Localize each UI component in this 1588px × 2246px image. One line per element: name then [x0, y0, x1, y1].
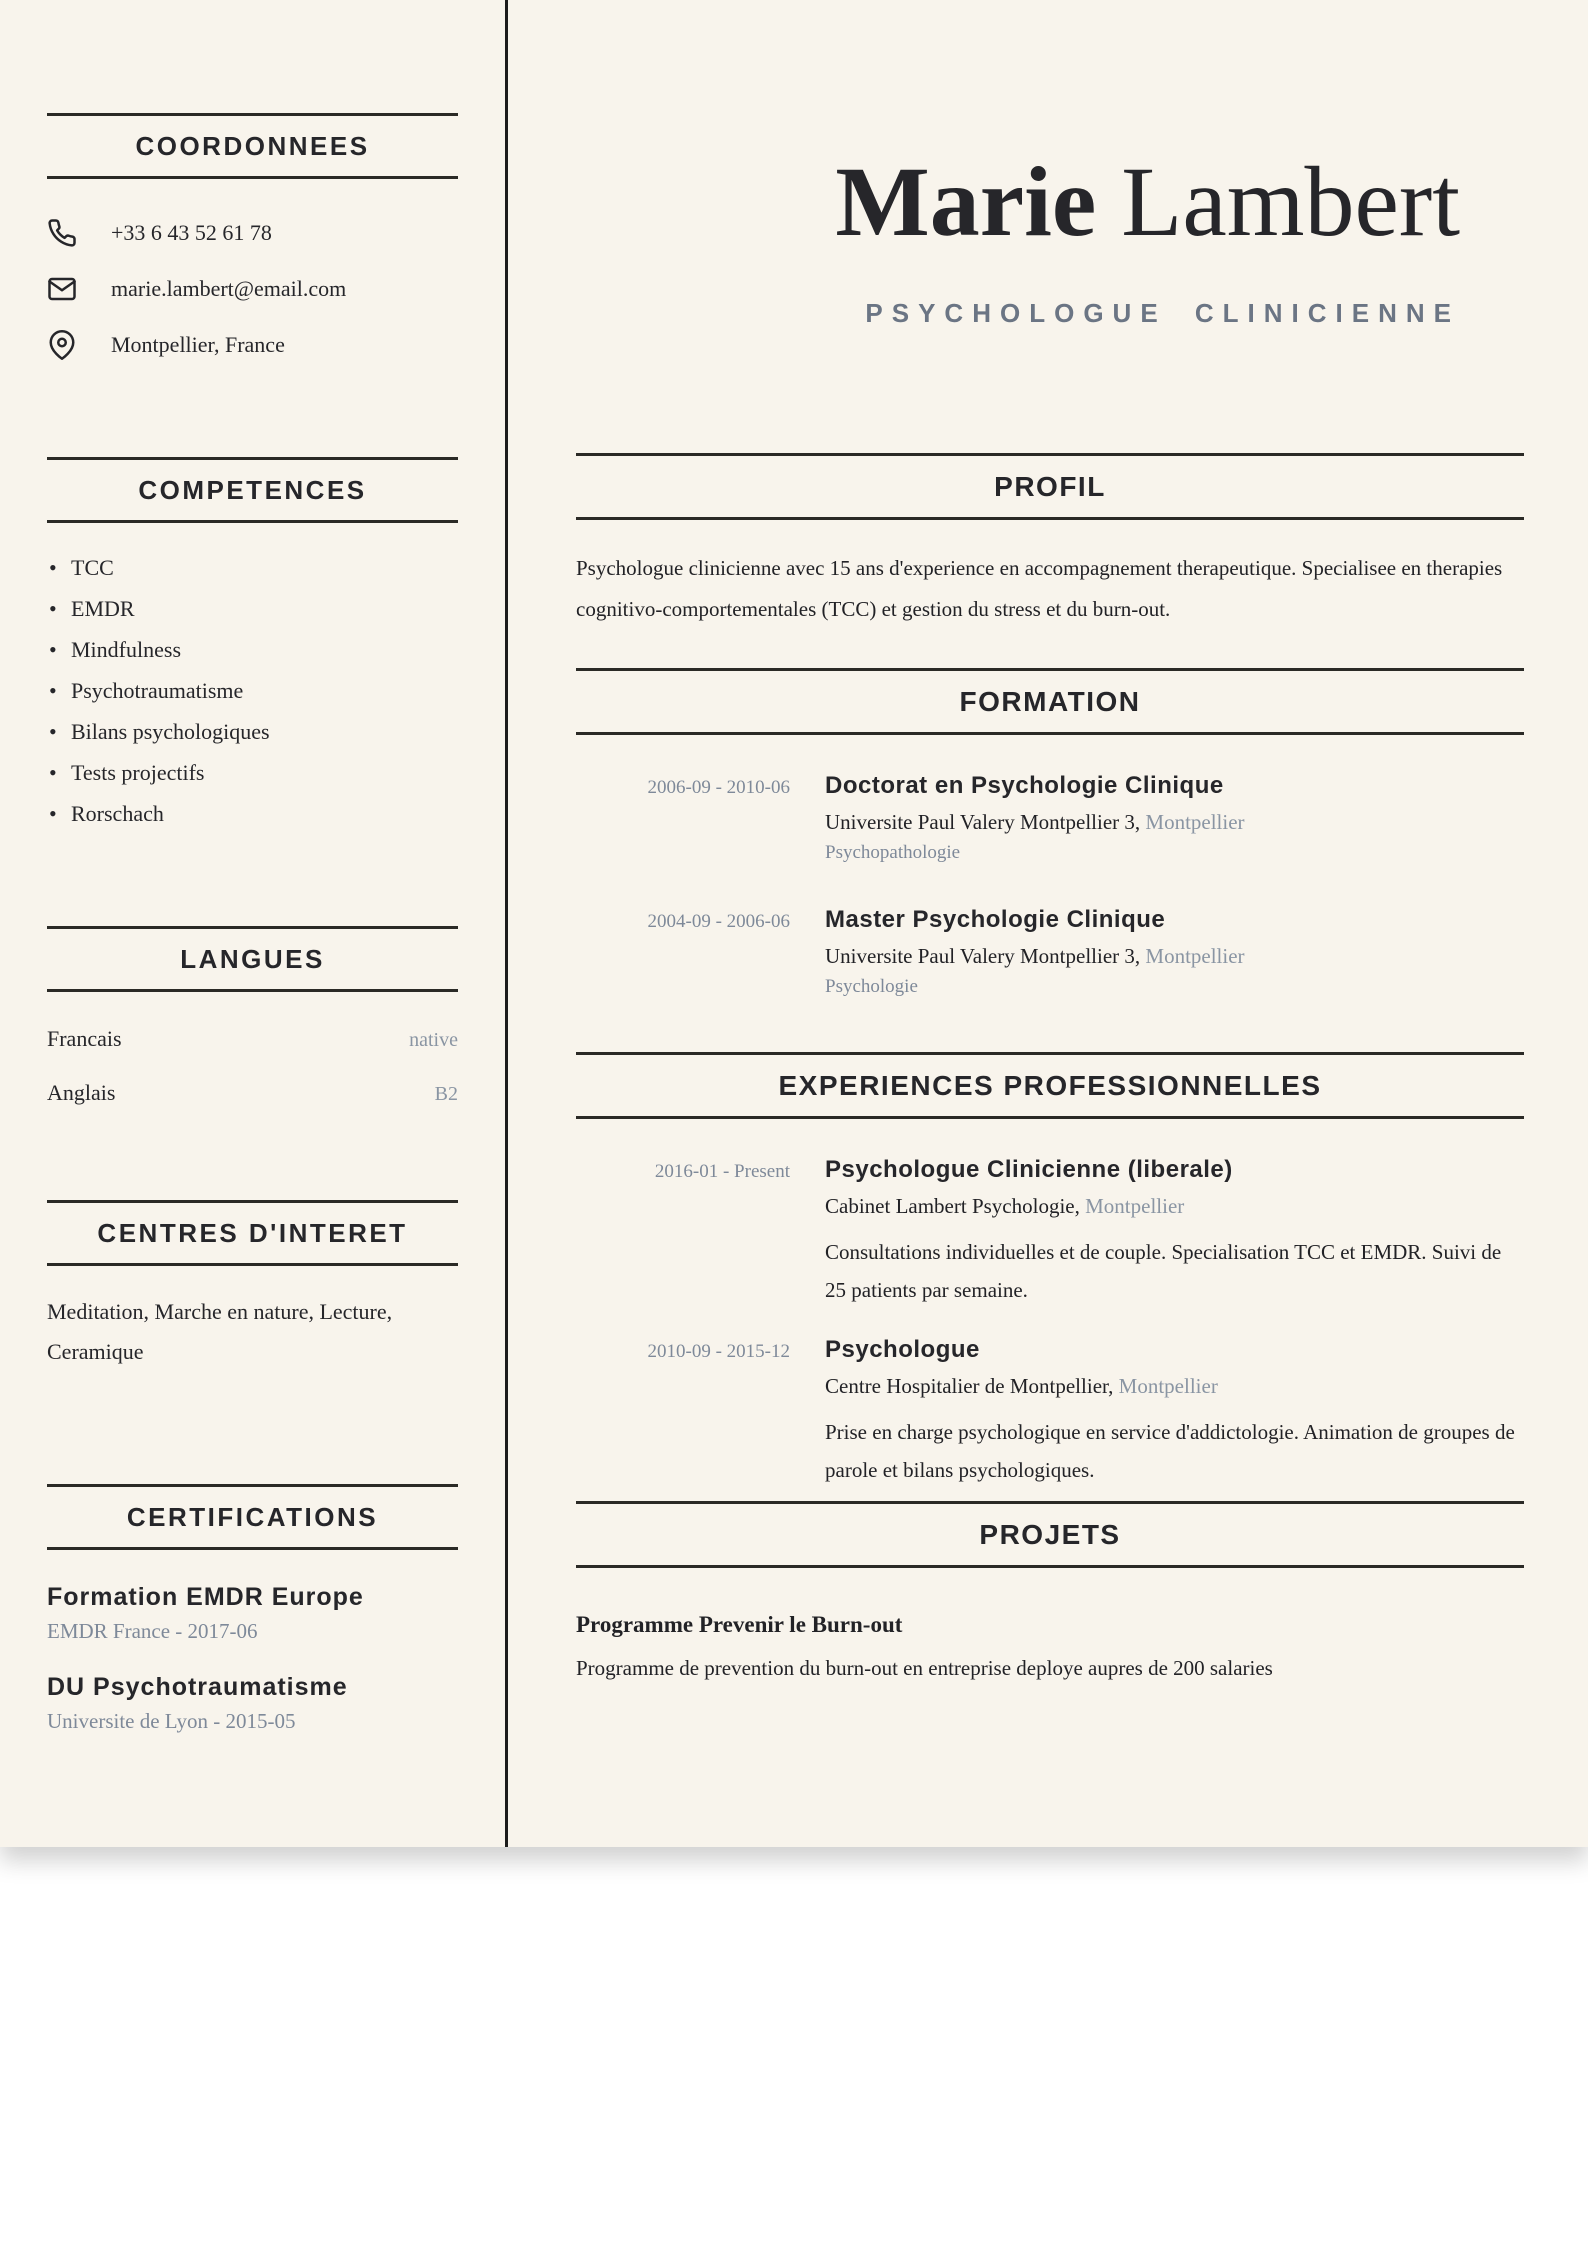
entry-dates: 2004-09 - 2006-06 — [647, 911, 790, 932]
job-title: PSYCHOLOGUE CLINICIENNE — [865, 298, 1460, 328]
language-list — [47, 1012, 458, 1120]
skill-item: • TCC — [47, 547, 458, 588]
entry-body — [825, 771, 1524, 865]
certification-detail: EMDR France - 2017-06 — [47, 1619, 258, 1643]
section-competences — [47, 457, 458, 834]
profil-text: Psychologue clinicienne avec 15 ans d'experience en accompagnement therapeutique. Specialisee en therapies cognitivo-comportementales (TCC) et gestion du stress et du burn-out. — [576, 556, 1503, 621]
study-field: Psychologie — [825, 976, 918, 997]
language-row — [47, 1066, 458, 1120]
project-description: Programme de prevention du burn-out en entreprise deploye aupres de 200 salaries — [576, 1656, 1273, 1680]
section-experiences — [576, 1052, 1524, 1489]
experience-entries — [576, 1155, 1524, 1489]
position-description: Prise en charge psychologique en service d'addictologie. Animation de groupes de parole et bilans psychologiques. — [825, 1420, 1515, 1482]
institution-name: Universite Paul Valery Montpellier 3 — [825, 944, 1135, 968]
company-line — [825, 1193, 1524, 1219]
language-level: B2 — [434, 1083, 458, 1105]
last-name: Lambert — [1121, 146, 1460, 257]
institution-location: Montpellier — [1145, 944, 1245, 968]
experience-entry — [576, 1335, 1524, 1489]
section-certifications — [47, 1484, 458, 1734]
skill-list — [47, 547, 458, 834]
language-name: Anglais — [47, 1080, 116, 1105]
location-text: Montpellier, France — [111, 332, 285, 357]
formation-entry — [576, 771, 1524, 865]
contact-row-email — [47, 265, 458, 313]
entry-dates: 2006-09 - 2010-06 — [647, 777, 790, 798]
phone-number: +33 6 43 52 61 78 — [111, 220, 272, 245]
separator: , — [1108, 1374, 1119, 1398]
entry-body — [825, 1335, 1524, 1489]
skill-item: • Tests projectifs — [47, 752, 458, 793]
study-field: Psychopathologie — [825, 842, 961, 863]
certifications-title: CERTIFICATIONS — [47, 1484, 458, 1550]
competences-title: COMPETENCES — [47, 457, 458, 523]
mail-icon — [47, 274, 77, 304]
experience-entry — [576, 1155, 1524, 1309]
company-line — [825, 1373, 1524, 1399]
experiences-title: EXPERIENCES PROFESSIONNELLES — [576, 1052, 1524, 1119]
contact-row-phone — [47, 209, 458, 257]
interets-title: CENTRES D'INTERET — [47, 1200, 458, 1266]
company-location: Montpellier — [1085, 1194, 1185, 1218]
email-address: marie.lambert@email.com — [111, 276, 347, 301]
institution-line — [825, 809, 1524, 835]
coordonnees-title: COORDONNEES — [47, 113, 458, 179]
degree-title: Doctorat en Psychologie Clinique — [825, 772, 1224, 799]
section-langues — [47, 926, 458, 1120]
section-coordonnees — [47, 113, 458, 369]
skill-item: • Rorschach — [47, 793, 458, 834]
institution-line — [825, 943, 1524, 969]
institution-name: Universite Paul Valery Montpellier 3 — [825, 810, 1135, 834]
phone-icon — [47, 218, 77, 248]
formation-entry — [576, 905, 1524, 999]
skill-item: • EMDR — [47, 588, 458, 629]
interets-text: Meditation, Marche en nature, Lecture, Ceramique — [47, 1299, 393, 1364]
sidebar — [0, 0, 508, 1847]
separator: , — [1134, 944, 1146, 968]
map-pin-icon — [47, 330, 77, 360]
certification-item — [47, 1582, 458, 1644]
degree-title: Master Psychologie Clinique — [825, 906, 1166, 933]
skill-item: • Psychotraumatisme — [47, 670, 458, 711]
company-name: Cabinet Lambert Psychologie — [825, 1194, 1075, 1218]
language-name: Francais — [47, 1026, 122, 1051]
person-name — [576, 146, 1460, 257]
skill-item: • Bilans psychologiques — [47, 711, 458, 752]
contact-row-location — [47, 321, 458, 369]
company-name: Centre Hospitalier de Montpellier — [825, 1374, 1109, 1398]
formation-entries — [576, 771, 1524, 999]
language-level: native — [409, 1029, 458, 1051]
formation-title: FORMATION — [576, 668, 1524, 735]
entry-body — [825, 1155, 1524, 1309]
position-description: Consultations individuelles et de couple. Specialisation TCC et EMDR. Suivi de 25 patients par semaine. — [825, 1240, 1502, 1302]
first-name: Marie — [835, 146, 1097, 257]
entry-dates: 2016-01 - Present — [654, 1161, 790, 1182]
language-row — [47, 1012, 458, 1066]
section-formation — [576, 668, 1524, 999]
separator: , — [1134, 810, 1146, 834]
project-entry — [576, 1610, 1524, 1682]
contact-list — [47, 209, 458, 369]
institution-location: Montpellier — [1145, 810, 1245, 834]
main-column — [508, 0, 1588, 1847]
entry-dates: 2010-09 - 2015-12 — [647, 1341, 790, 1362]
certification-name: DU Psychotraumatisme — [47, 1673, 348, 1701]
position-title: Psychologue Clinicienne (liberale) — [825, 1156, 1233, 1183]
certification-item — [47, 1672, 458, 1734]
certification-list — [47, 1582, 458, 1734]
profil-title: PROFIL — [576, 453, 1524, 520]
separator: , — [1074, 1194, 1086, 1218]
certification-detail: Universite de Lyon - 2015-05 — [47, 1709, 296, 1733]
company-location: Montpellier — [1118, 1374, 1218, 1398]
hero-header — [576, 146, 1524, 328]
skill-item: • Mindfulness — [47, 629, 458, 670]
projets-title: PROJETS — [576, 1501, 1524, 1568]
project-name: Programme Prevenir le Burn-out — [576, 1612, 903, 1637]
section-profil — [576, 453, 1524, 630]
entry-body — [825, 905, 1524, 999]
position-title: Psychologue — [825, 1336, 980, 1363]
langues-title: LANGUES — [47, 926, 458, 992]
certification-name: Formation EMDR Europe — [47, 1583, 364, 1611]
section-projets — [576, 1501, 1524, 1682]
section-centres-interet — [47, 1200, 458, 1372]
